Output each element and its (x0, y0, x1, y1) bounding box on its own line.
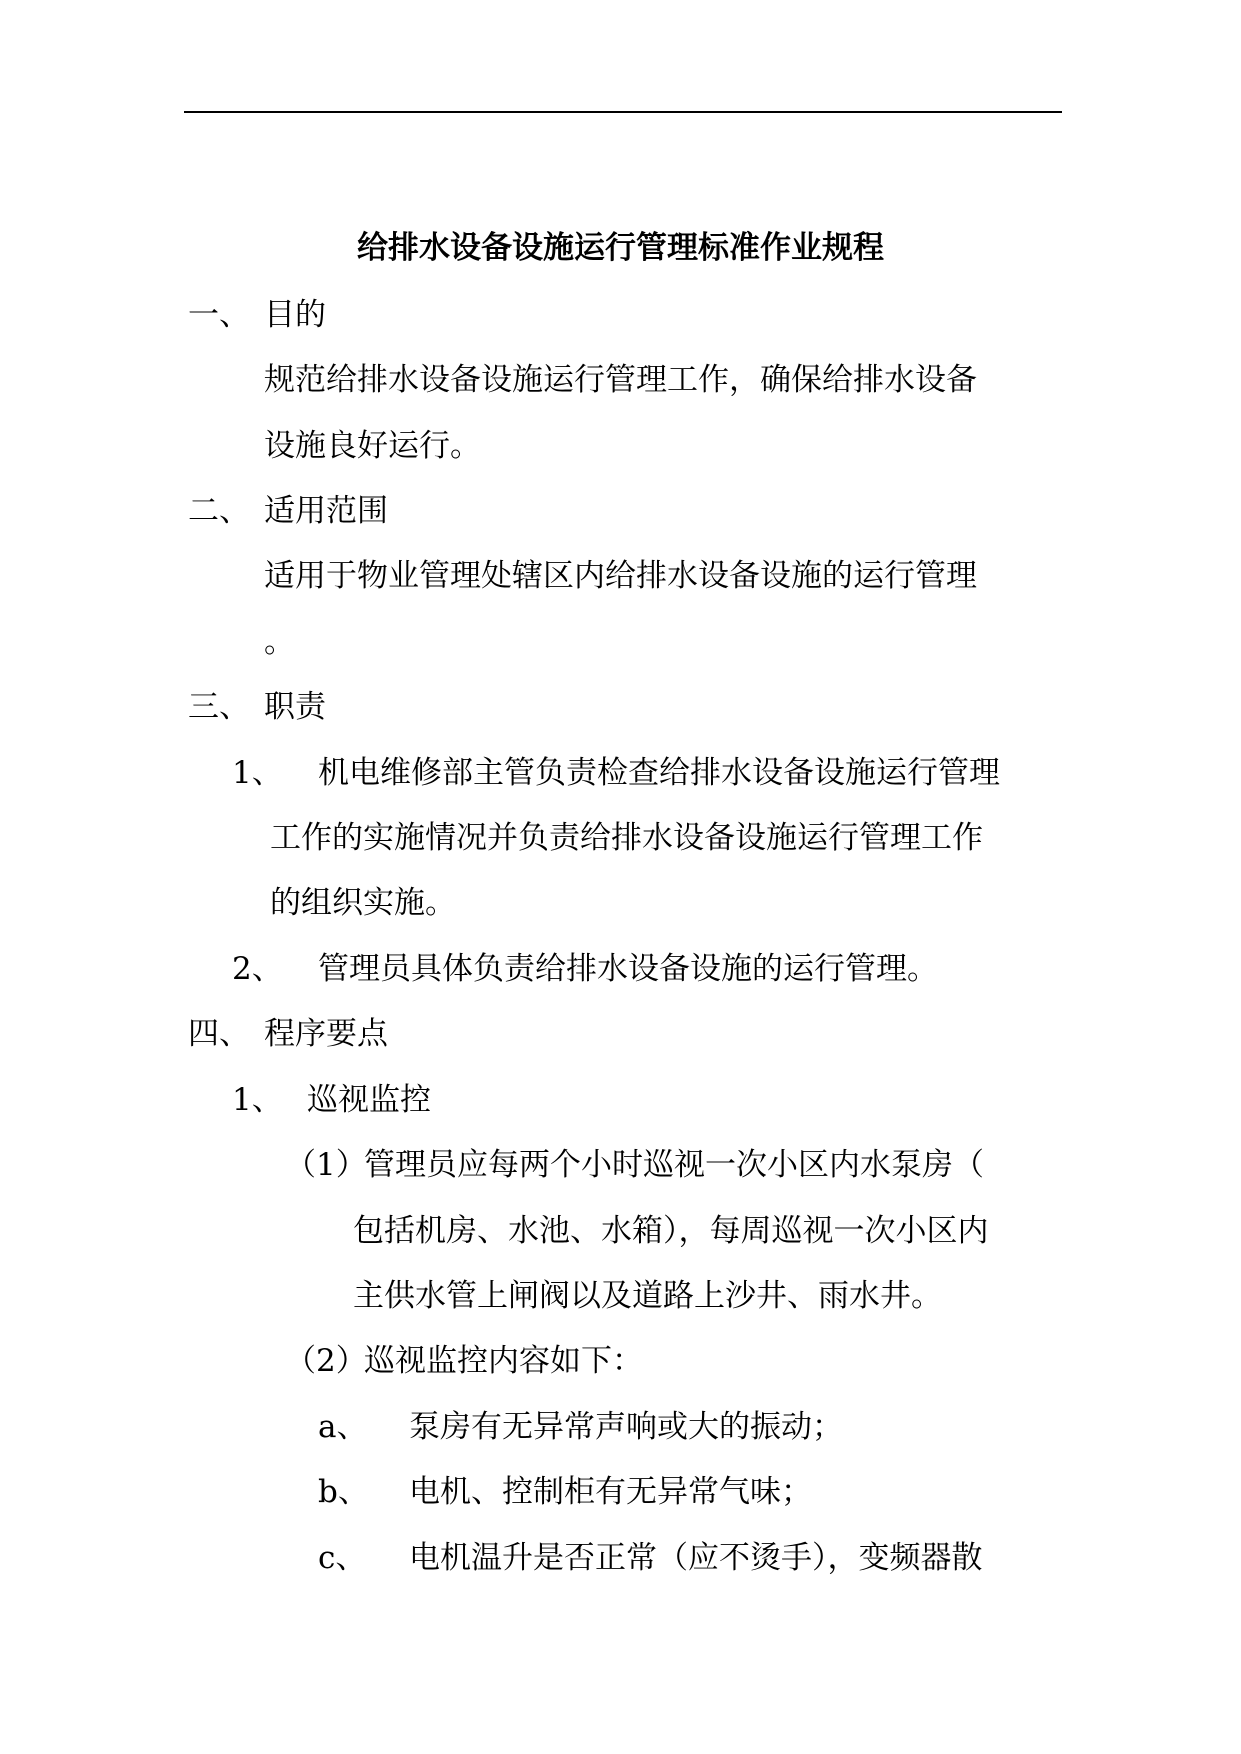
section-1-heading: 目的 (264, 297, 326, 333)
procedure-item-1-number: 1、 (232, 1082, 283, 1118)
subitem-1-line: 管理员应每两个小时巡视一次小区内水泵房（ (364, 1147, 984, 1183)
subitem-1-number: （1） (285, 1147, 367, 1183)
section-2-body-line: 适用于物业管理处辖区内给排水设备设施的运行管理 (264, 558, 977, 594)
point-a-letter: a、 (318, 1409, 368, 1445)
section-1-body-line: 设施良好运行。 (264, 428, 481, 464)
section-4-number: 四、 (188, 1016, 250, 1052)
subitem-2-line: 巡视监控内容如下： (364, 1343, 643, 1379)
duty-item-2-line: 管理员具体负责给排水设备设施的运行管理。 (318, 951, 938, 987)
document-title: 给排水设备设施运行管理标准作业规程 (357, 230, 884, 266)
subitem-1-line: 主供水管上闸阀以及道路上沙井、雨水井。 (353, 1278, 942, 1314)
section-1-number: 一、 (188, 297, 250, 333)
header-rule (184, 111, 1062, 113)
point-c-letter: c、 (318, 1540, 367, 1576)
section-3-number: 三、 (188, 689, 250, 725)
subitem-2-number: （2） (285, 1343, 367, 1379)
point-b-letter: b、 (318, 1474, 369, 1510)
point-a-text: 泵房有无异常声响或大的振动； (409, 1409, 843, 1445)
procedure-item-1-title: 巡视监控 (307, 1082, 431, 1118)
subitem-1-line: 包括机房、水池、水箱），每周巡视一次小区内 (353, 1213, 989, 1249)
section-3-heading: 职责 (264, 689, 326, 725)
duty-item-1-line: 工作的实施情况并负责给排水设备设施运行管理工作 (270, 820, 983, 856)
duty-item-1-number: 1、 (232, 755, 283, 791)
section-2-body-line: 。 (264, 624, 295, 660)
section-4-heading: 程序要点 (264, 1016, 388, 1052)
section-1-body-line: 规范给排水设备设施运行管理工作，确保给排水设备 (264, 362, 977, 398)
section-2-heading: 适用范围 (264, 493, 388, 529)
duty-item-1-line: 的组织实施。 (270, 885, 456, 921)
section-2-number: 二、 (188, 493, 250, 529)
duty-item-2-number: 2、 (232, 951, 283, 987)
point-b-text: 电机、控制柜有无异常气味； (409, 1474, 812, 1510)
duty-item-1-line: 机电维修部主管负责检查给排水设备设施运行管理 (318, 755, 1000, 791)
point-c-text: 电机温升是否正常（应不烫手），变频器散 (409, 1540, 983, 1576)
